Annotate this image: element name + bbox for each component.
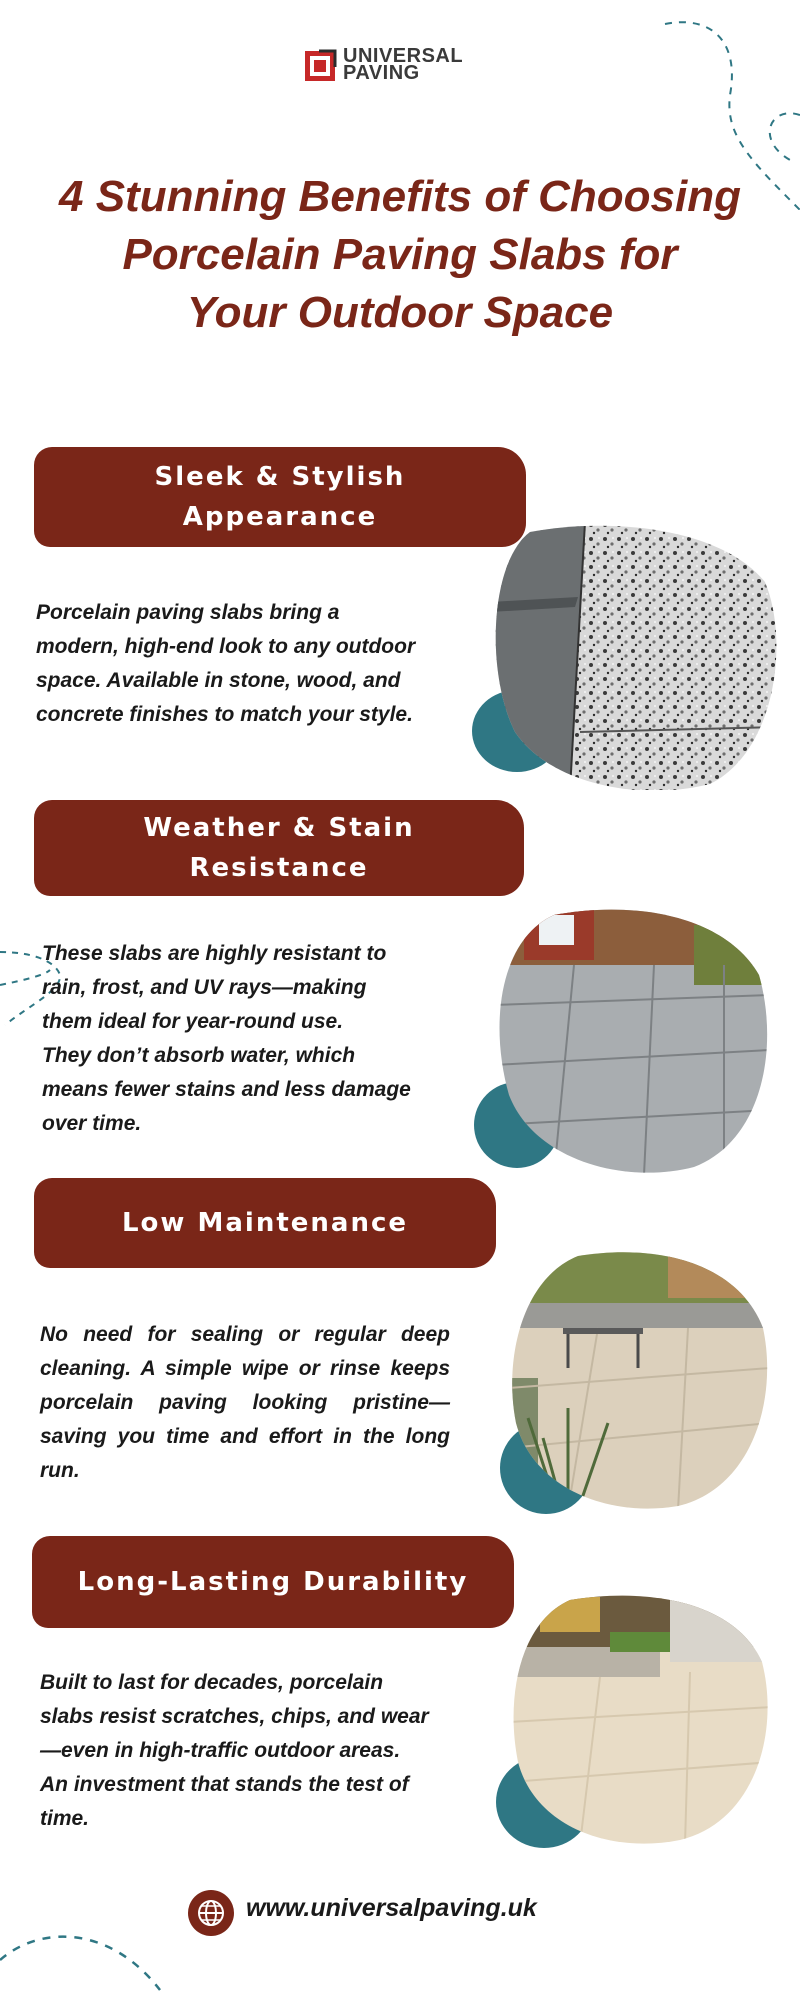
title-line1: 4 Stunning Benefits of Choosing	[59, 172, 741, 221]
body-line: over time.	[42, 1112, 142, 1135]
section-body-low-maintenance: No need for sealing or regular deep cleaning. A simple wipe or rinse keeps porcelain paving looking pristine—saving you time and effort in the long run.	[40, 1323, 450, 1482]
page-title	[20, 168, 780, 342]
decorative-dashed-curve-bottom-left	[0, 1920, 180, 2000]
body-line: rain, frost, and UV rays—making	[42, 976, 367, 999]
grey-patio-image	[494, 905, 770, 1175]
title-line2: Porcelain Paving Slabs for	[122, 230, 678, 279]
section-heading-sleek-stylish	[34, 447, 526, 547]
section-heading-low-maintenance	[34, 1178, 496, 1268]
section-heading-weather-stain	[34, 800, 524, 896]
paving-logo-icon	[303, 48, 345, 84]
body-line: Porcelain paving slabs bring a	[36, 601, 340, 624]
body-line: means fewer stains and less damage	[42, 1078, 411, 1101]
body-line: space. Available in stone, wood, and	[36, 669, 401, 692]
body-line: time.	[40, 1807, 90, 1830]
section-heading-long-lasting	[32, 1536, 514, 1628]
body-line: They don’t absorb water, which	[42, 1044, 356, 1067]
brand-line1: UNIVERSAL	[343, 45, 464, 67]
brand-logo	[303, 46, 503, 86]
body-line: slabs resist scratches, chips, and wear	[40, 1705, 429, 1728]
heading-line: Long-Lasting Durability	[77, 1567, 469, 1597]
body-line: concrete finishes to match your style.	[36, 703, 413, 726]
body-line: These slabs are highly resistant to	[42, 942, 387, 965]
section-body-sleek-stylish	[36, 596, 466, 732]
body-line: An investment that stands the test of	[40, 1773, 409, 1796]
heading-line: Sleek & Stylish	[154, 462, 406, 492]
website-link[interactable]: www.universalpaving.uk	[246, 1894, 537, 1922]
granite-tiles-image	[490, 522, 780, 790]
body-line: them ideal for year-round use.	[42, 1010, 344, 1033]
heading-line: Resistance	[189, 853, 369, 883]
section-body-long-lasting	[40, 1666, 470, 1836]
heading-line: Weather & Stain	[143, 813, 415, 843]
beige-patio-furniture-image	[508, 1248, 770, 1510]
heading-line: Low Maintenance	[121, 1208, 408, 1238]
body-line: modern, high-end look to any outdoor	[36, 635, 416, 658]
body-line: Built to last for decades, porcelain	[40, 1671, 384, 1694]
cream-patio-garden-image	[510, 1592, 772, 1844]
heading-line: Appearance	[182, 502, 378, 532]
globe-icon	[188, 1890, 234, 1936]
section-body-weather-stain	[42, 937, 472, 1141]
body-line: —even in high-traffic outdoor areas.	[40, 1739, 401, 1762]
title-line3: Your Outdoor Space	[186, 288, 614, 337]
brand-line2: PAVING	[343, 62, 420, 84]
